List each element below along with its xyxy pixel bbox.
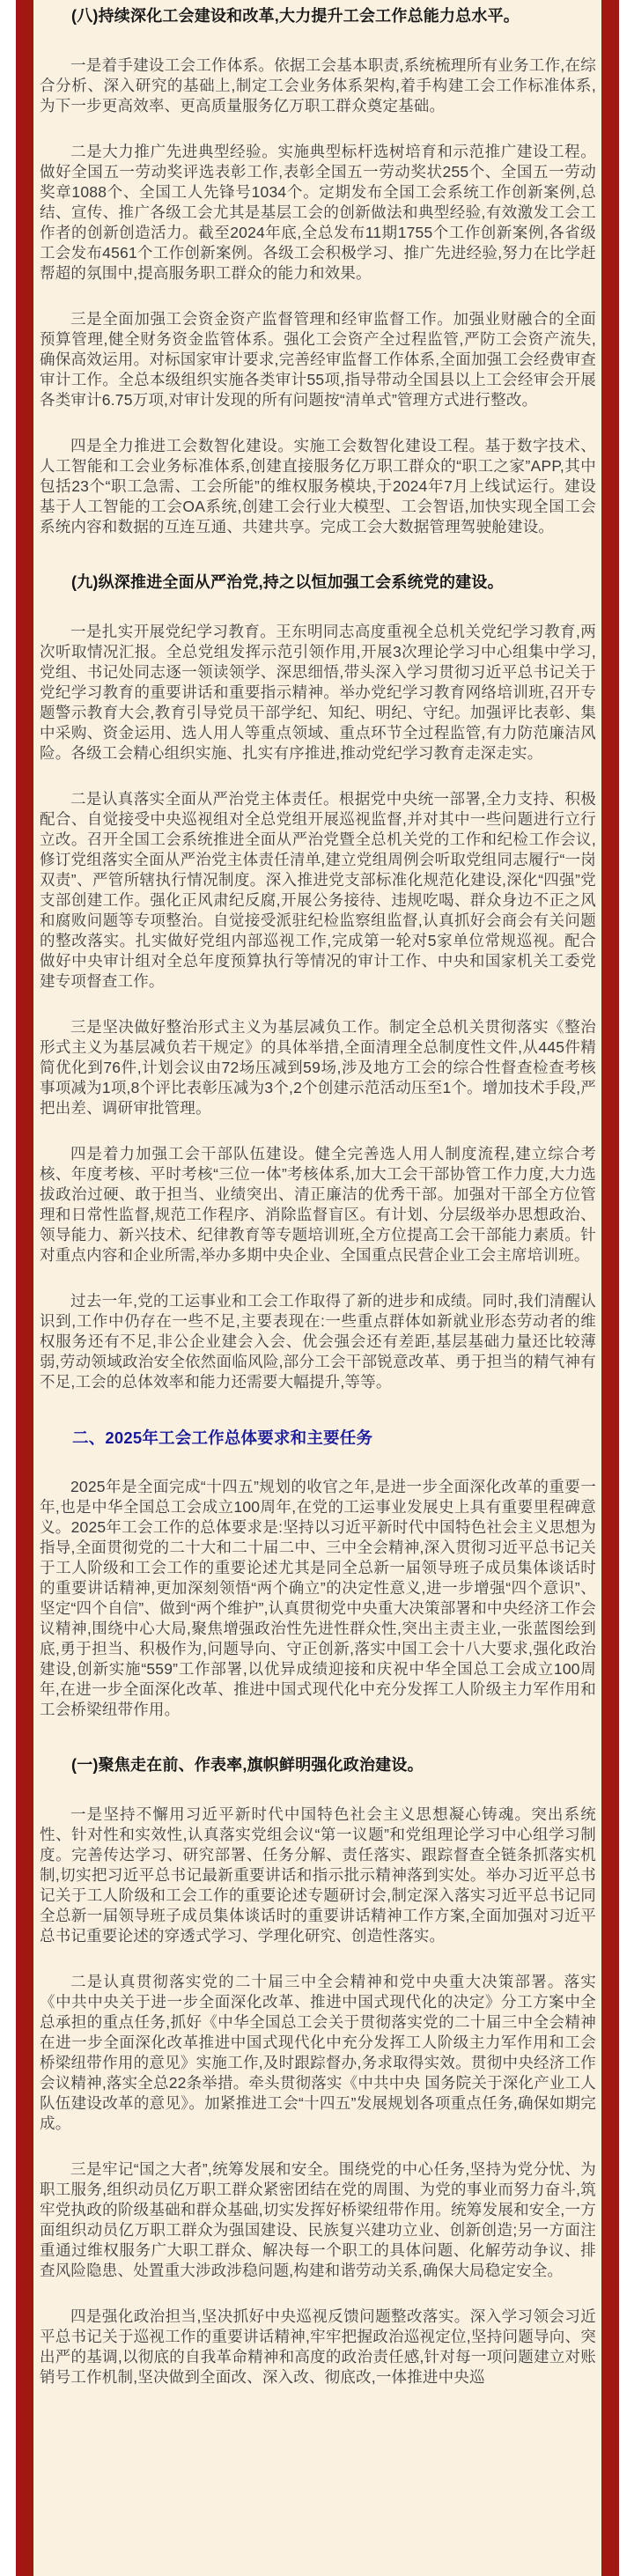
- paragraph: 四是全力推进工会数智化建设。实施工会数智化建设工程。基于数字技术、人工智能和工会业务标准体系,创建直接服务亿万职工群众的“职工之家”APP,其中包括23个“职工急需、工会所能”的维权服务模块,于2024年7月上线试运行。建设基于人工智能的工会OA系统,创建工会行业大模型、工会智语,加快实现全国工会系统内容和数据的互连互通、共建共享。完成工会大数据管理驾驶舱建设。: [40, 437, 596, 535]
- paragraph: 二是大力推广先进典型经验。实施典型标杆选树培育和示范推广建设工程。做好全国五一劳动奖评选表彰工作,表彰全国五一劳动奖状255个、全国五一劳动奖章1088个、全国工人先锋号1034个。定期发布全国工会系统工作创新案例,总结、宣传、推广各级工会尤其是基层工会的创新做法和典型经验,有效激发工会工作者的创新创造活力。截至2024年底,全总发布11期1755个工作创新案例,各省级工会发布4561个工作创新案例。各级工会积极学习、推广先进经验,努力在比学赶帮超的氛围中,提高服务职工群众的能力和效果。: [40, 143, 596, 282]
- paragraph: 一是坚持不懈用习近平新时代中国特色社会主义思想凝心铸魂。突出系统性、针对性和实效性,认真落实党组会议“第一议题”和党组理论学习中心组学习制度。完善传达学习、研究部署、任务分解、责任落实、跟踪督查全链条抓落实机制,切实把习近平总书记最新重要讲话和指示批示精神落到实处。举办习近平总书记关于工人阶级和工会工作的重要论述专题研讨会,制定深入落实习近平总书记同全总新一届领导班子成员集体谈话时的重要讲话精神工作方案,全面加强对习近平总书记重要论述的穿透式学习、学理化研究、创造性落实。: [40, 1805, 596, 1945]
- paragraph: 二是认真落实全面从严治党主体责任。根据党中央统一部署,全力支持、积极配合、自觉接受中央巡视组对全总党组开展巡视监督,并对其中一些问题进行立行立改。召开全国工会系统推进全面从严治党暨全总机关党的工作和纪检工作会议,修订党组落实全面从严治党主体责任清单,建立党组周例会听取党组同志履行“一岗双责”、严管所辖执行情况制度。深入推进党支部标准化规范化建设,深化“四强”党支部创建工作。强化正风肃纪反腐,开展公务接待、违规吃喝、群众身边不正之风和腐败问题等专项整治。自觉接受派驻纪检监察组监督,认真抓好会商会有关问题的整改落实。扎实做好党组内部巡视工作,完成第一轮对5家单位常规巡视。配合做好中央审计组对全总年度预算执行等情况的审计工作、中央和国家机关工委党建专项督查工作。: [40, 790, 596, 990]
- paragraph: 四是着力加强工会干部队伍建设。健全完善选人用人制度流程,建立综合考核、年度考核、平时考核“三位一体”考核体系,加大工会干部协管工作力度,大力选拔政治过硬、敢于担当、业绩突出、清正廉洁的优秀干部。加强对干部全方位管理和日常性监督,规范工作程序、消除监督盲区。有计划、分层级举办思想政治、领导能力、新兴技术、纪律教育等专题培训班,全方位提高工会干部能力素质。针对重点内容和企业所需,举办多期中央企业、全国重点民营企业工会主席培训班。: [40, 1145, 596, 1264]
- paragraph: 一是扎实开展党纪学习教育。王东明同志高度重视全总机关党纪学习教育,两次听取情况汇报。全总党组发挥示范引领作用,开展3次理论学习中心组集中学习,党组、书记处同志逐一领读领学、深思细悟,带头深入学习贯彻习近平总书记关于党纪学习教育的重要讲话和重要指示精神。举办党纪学习教育网络培训班,召开专题警示教育大会,教育引导党员干部学纪、知纪、明纪、守纪。加强评比表彰、集中采购、资金运用、选人用人等重点领域、重点环节全过程监管,有力防范廉洁风险。各级工会精心组织实施、扎实有序推进,推动党纪学习教育走深走实。: [40, 623, 596, 762]
- left-border-decoration: [16, 0, 33, 2576]
- right-border-decoration: [601, 0, 619, 2576]
- paragraph: 三是坚决做好整治形式主义为基层减负工作。制定全总机关贯彻落实《整治形式主义为基层减负若干规定》的具体举措,全面清理全总制度性文件,从445件精简优化到76件,计划会议由72场压减到59场,涉及地方工会的综合性督查检查考核事项减为1项,8个评比表彰压减为3个,2个创建示范活动压至1个。增加技术手段,严把出差、调研审批管理。: [40, 1018, 596, 1117]
- paragraph: 二是认真贯彻落实党的二十届三中全会精神和党中央重大决策部署。落实《中共中央关于进一步全面深化改革、推进中国式现代化的决定》分工方案中全总承担的重点任务,抓好《中华全国总工会关于贯彻落实党的二十届三中全会精神 在进一步全面深化改革推进中国式现代化中充分发挥工人阶级主力军作用和工会桥梁纽带作用的意见》实施工作,及时跟踪督办,务求取得实效。贯彻中央经济工作会议精神,落实全总22条举措。牵头贯彻落实《中共中央 国务院关于深化产业工人队伍建设改革的意见》。加紧推进工会“十四五”发展规划各项重点任务,确保如期完成。: [40, 1973, 596, 2132]
- paragraph: 一是着手建设工会工作体系。依据工会基本职责,系统梳理所有业务工作,在综合分析、深入研究的基础上,制定工会业务体系架构,着手构建工会工作标准体系,为下一步更高效率、更高质量服务亿万职工群众奠定基础。: [40, 56, 596, 114]
- article-content: [33, 0, 601, 2576]
- paragraph: 四是强化政治担当,坚决抓好中央巡视反馈问题整改落实。深入学习领会习近平总书记关于巡视工作的重要讲话精神,牢牢把握政治巡视定位,坚持问题导向、突出严的基调,以彻底的自我革命精神和高度的政治责任感,针对每一项问题建立对账销号工作机制,坚决做到全面改、深入改、彻底改,一体推进中央巡: [40, 2307, 596, 2386]
- paragraph: 2025年是全面完成“十四五”规划的收官之年,是进一步全面深化改革的重要一年,也是中华全国总工会成立100周年,在党的工运事业发展史上具有重要里程碑意义。2025年工会工作的总体要求是:坚持以习近平新时代中国特色社会主义思想为指导,全面贯彻党的二十大和二十届二中、三中全会精神,深入贯彻习近平总书记关于工人阶级和工会工作的重要论述尤其是同全总新一届领导班子成员集体谈话时的重要讲话精神,更加深刻领悟“两个确立”的决定性意义,进一步增强“四个意识”、坚定“四个自信”、做到“两个维护”,认真贯彻党中央重大决策部署和中央经济工作会议精神,围绕中心大局,聚焦增强政治性先进性群众性,突出主责主业,一张蓝图绘到底,勇于担当、积极作为,问题导向、守正创新,落实中国工会十八大要求,强化政治建设,创新实施“559”工作部署,以优异成绩迎接和庆祝中华全国总工会成立100周年,在进一步全面深化改革、推进中国式现代化中充分发挥工人阶级主力军作用和工会桥梁纽带作用。: [40, 1478, 596, 1718]
- section-heading: (八)持续深化工会建设和改革,大力提升工会工作总能力总水平。: [71, 7, 520, 25]
- section-heading: 二、2025年工会工作总体要求和主要任务: [72, 1428, 373, 1447]
- section-heading: (九)纵深推进全面从严治党,持之以恒加强工会系统党的建设。: [71, 573, 504, 591]
- paragraph: 三是全面加强工会资金资产监督管理和经审监督工作。加强业财融合的全面预算管理,健全财务资金监管体系。强化工会资产全过程监管,严防工会资产流失,确保高效运用。对标国家审计要求,完善经审监督工作体系,全面加强工会经费审查审计工作。全总本级组织实施各类审计55项,指导带动全国县以上工会经审会开展各类审计6.75万项,对审计发现的所有问题按“清单式”管理方式进行整改。: [40, 310, 596, 409]
- paragraph: 三是牢记“国之大者”,统筹发展和安全。围绕党的中心任务,坚持为党分忧、为职工服务,组织动员亿万职工群众紧密团结在党的周围、为党的事业而努力奋斗,筑牢党执政的阶级基础和群众基础,切实发挥好桥梁纽带作用。统筹发展和安全,一方面组织动员亿万职工群众为强国建设、民族复兴建功立业、创新创造;另一方面注重通过维权服务广大职工群众、解决每一个职工的具体问题、化解劳动争议、排查风险隐患、处置重大涉政涉稳问题,构建和谐劳动关系,确保大局稳定安全。: [40, 2160, 596, 2279]
- paragraph: 过去一年,党的工运事业和工会工作取得了新的进步和成绩。同时,我们清醒认识到,工作中仍存在一些不足,主要表现在:一些重点群体如新就业形态劳动者的维权服务还有不足,非公企业建会入会、优会强会还有差距,基层基础力量还比较薄弱,劳动领域政治安全依然面临风险,部分工会干部锐意改革、勇于担当的精气神有不足,工会的总体效率和能力还需要大幅提升,等等。: [40, 1292, 596, 1391]
- section-heading: (一)聚焦走在前、作表率,旗帜鲜明强化政治建设。: [71, 1756, 424, 1774]
